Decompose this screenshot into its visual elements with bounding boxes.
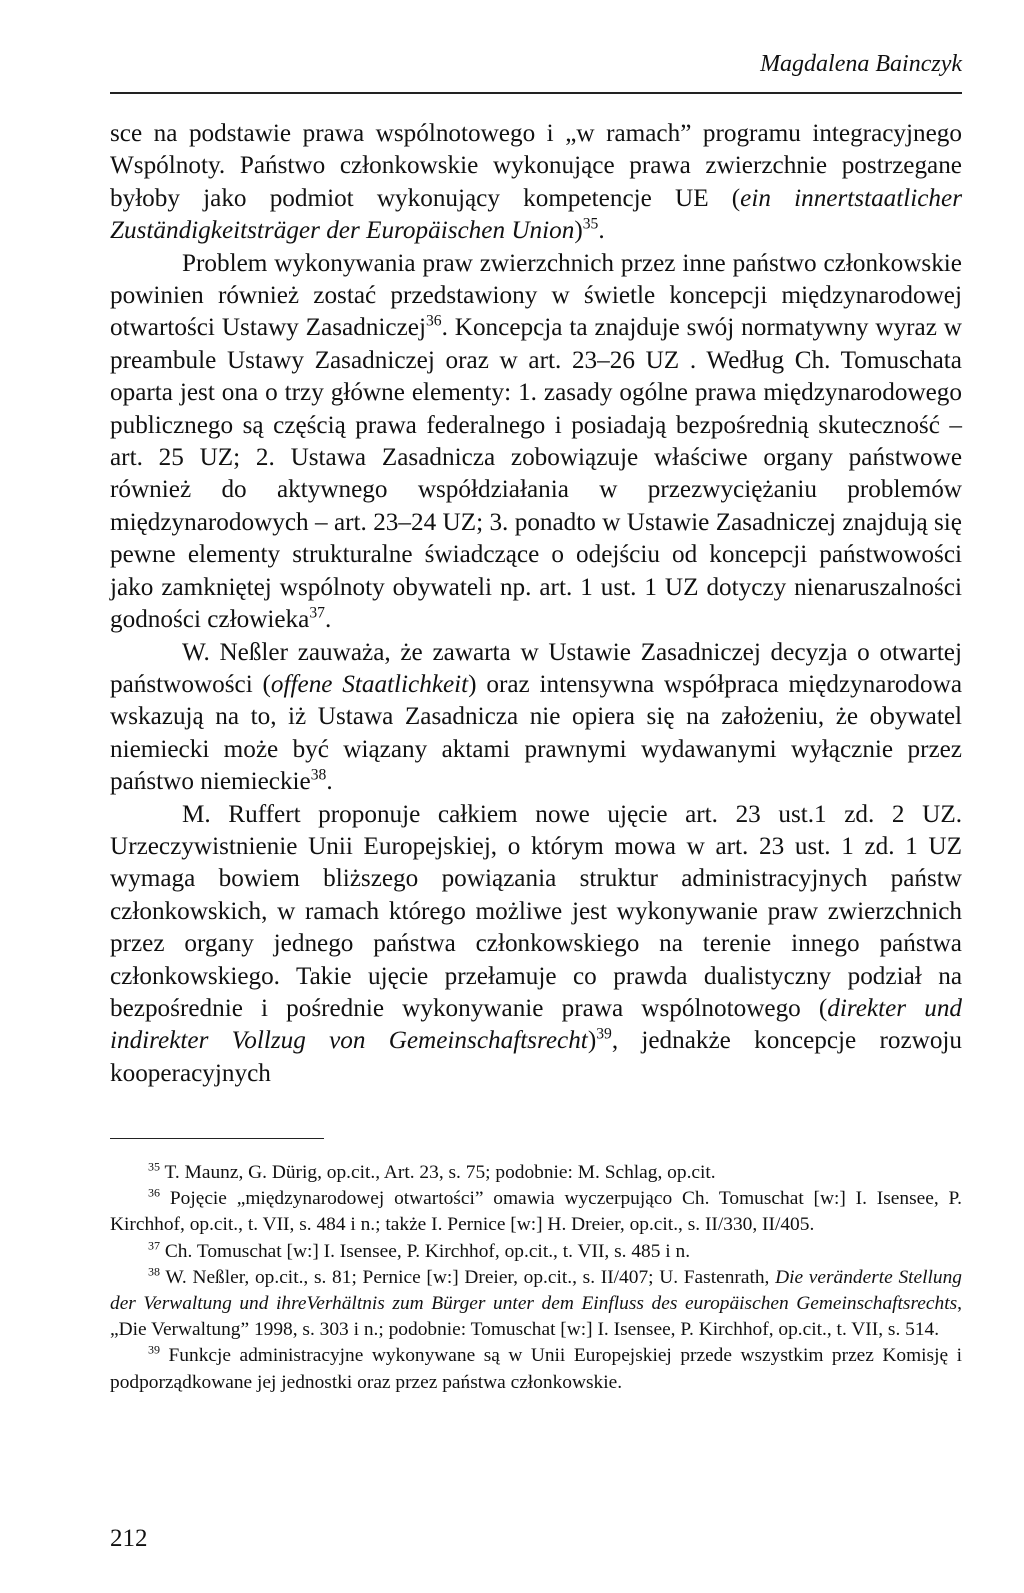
- main-text: [110, 118, 962, 1090]
- text-run: ): [574, 217, 583, 245]
- paragraph-2: [110, 248, 962, 637]
- text-run: ): [587, 1027, 597, 1055]
- footnote-number: 35: [148, 1159, 161, 1174]
- italic-term: direkter und indirekter Vollzug von Gemeinschaftsrecht: [110, 994, 963, 1055]
- footnote-text: , „Die Verwaltung” 1998, s. 303 i n.; podobnie: Tomuschat [w:] I. Isensee, P. Kirchhof, op.cit., t. VII, s. 514.: [110, 1293, 962, 1341]
- text-run: M. Ruffert proponuje całkiem nowe ujęcie art. 23 ust.1 zd. 2 UZ. Urzeczywistnienie Unii Europejskiej, o którym mowa w art. 23 ust. 1 zd. 1 UZ wymaga bowiem bliższego powiązania struktur administracyjnych państw członkowskich, w ramach którego możliwe jest wykonywanie praw zwierzchnich przez organy jednego państwa członkowskiego na terenie innego państwa członkowskiego. Takie ujęcie przełamuje co prawda dualistyczny podział na bezpośrednie i pośrednie wykonywanie prawa wspólnotowego (: [110, 800, 962, 1022]
- paragraph-3: [110, 637, 962, 799]
- text-run: W. Neßler zauważa, że zawarta w Ustawie Zasadniczej decyzja o otwartej państwowości (: [110, 638, 962, 698]
- footnote-37: [110, 1239, 962, 1265]
- footnote-ref-38[interactable]: 38: [310, 766, 327, 784]
- text-run: ) oraz intensywna współpraca międzynarodowa wskazują na to, iż Ustawa Zasadnicza nie opiera się na założeniu, że obywatel niemiecki może być wiązany aktami prawnymi wydawanymi wyłącznie przez państwo niemieckie: [110, 670, 962, 796]
- footnotes: [110, 1160, 962, 1396]
- footnote-text: W. Neßler, op.cit., s. 81; Pernice [w:] Dreier, op.cit., s. II/407; U. Fastenrath,: [165, 1266, 776, 1288]
- page-number: 212: [110, 1525, 148, 1552]
- footnote-35: [110, 1160, 962, 1186]
- footnote-text: Ch. Tomuschat [w:] I. Isensee, P. Kirchhof, op.cit., t. VII, s. 485 i n.: [164, 1240, 691, 1262]
- footnote-separator: [110, 1138, 324, 1139]
- footnote-title: Die veränderte Stellung der Verwaltung und ihreVerhältnis zum Bürger unter dem Einfluss des europäischen Gemeinschaftsrechts: [110, 1266, 963, 1315]
- footnote-ref-39[interactable]: 39: [596, 1025, 612, 1043]
- italic-term: ein innertstaatlicher Zuständigkeitsträger der Europäischen Union: [110, 184, 963, 245]
- text-run: sce na podstawie prawa wspólnotowego i „w ramach” programu integracyjnego Wspólnoty. Państwo członkowskie wykonujące prawa zwierzchnie postrzegane byłoby jako podmiot wykonujący kompetencje UE (: [110, 120, 962, 212]
- footnote-ref-35[interactable]: 35: [582, 215, 599, 233]
- footnote-39: [110, 1343, 962, 1395]
- text-run: .: [324, 606, 332, 634]
- paragraph-1: [110, 118, 962, 248]
- footnote-ref-37[interactable]: 37: [309, 604, 325, 622]
- footnote-number: 39: [148, 1342, 161, 1357]
- footnote-ref-36[interactable]: 36: [425, 313, 442, 331]
- text-run: Problem wykonywania praw zwierzchnich przez inne państwo członkowskie powinien również zostać przedstawiony w świetle koncepcji międzynarodowej otwartości Ustawy Zasadniczej: [110, 249, 962, 342]
- text-run: . Koncepcja ta znajduje swój normatywny wyraz w preambule Ustawy Zasadniczej oraz w art. 23–26 UZ . Według Ch. Tomuschata oparta jest ona o trzy główne elementy: 1. zasady ogólne prawa międzynarodowego publicznego są częścią prawa federalnego i posiadają bezpośrednią skuteczność – art. 25 UZ; 2. Ustawa Zasadnicza zobowiązuje właściwe organy państwowe również do aktywnego współdziałania w przezwyciężaniu problemów międzynarodowych – art. 23–24 UZ; 3. ponadto w Ustawie Zasadniczej znajdują się pewne elementy strukturalne świadczące o odejściu od koncepcji państwowości jako zamkniętej wspólnoty obywateli np. art. 1 ust. 1 UZ dotyczy nienaruszalności godności człowieka: [110, 314, 962, 634]
- text-run: , jednakże koncepcje rozwoju kooperacyjnych: [110, 1027, 962, 1087]
- text-run: .: [326, 768, 333, 796]
- footnote-text: Pojęcie „międzynarodowej otwartości” omawia wyczerpująco Ch. Tomuschat [w:] I. Isensee, P. Kirchhof, op.cit., t. VII, s. 484 i n.; także I. Pernice [w:] H. Dreier, op.cit., s. II/330, II/405.: [110, 1188, 962, 1236]
- footnote-38: [110, 1265, 962, 1344]
- footnote-number: 38: [148, 1264, 161, 1279]
- footnote-36: [110, 1186, 962, 1238]
- running-head-author: Magdalena Bainczyk: [760, 51, 962, 77]
- footnote-number: 36: [148, 1185, 161, 1200]
- italic-term: offene Staatlichkeit: [270, 670, 469, 698]
- text-run: .: [598, 217, 605, 245]
- footnote-number: 37: [148, 1238, 161, 1253]
- footnote-text: Funkcje administracyjne wykonywane są w Unii Europejskiej przede wszystkim przez Komisję i podporządkowane jej jednostki oraz przez państwa członkowskie.: [110, 1345, 962, 1393]
- header-rule: [110, 92, 962, 94]
- footnote-text: T. Maunz, G. Dürig, op.cit., Art. 23, s. 75; podobnie: M. Schlag, op.cit.: [164, 1162, 716, 1183]
- paragraph-4: [110, 799, 962, 1091]
